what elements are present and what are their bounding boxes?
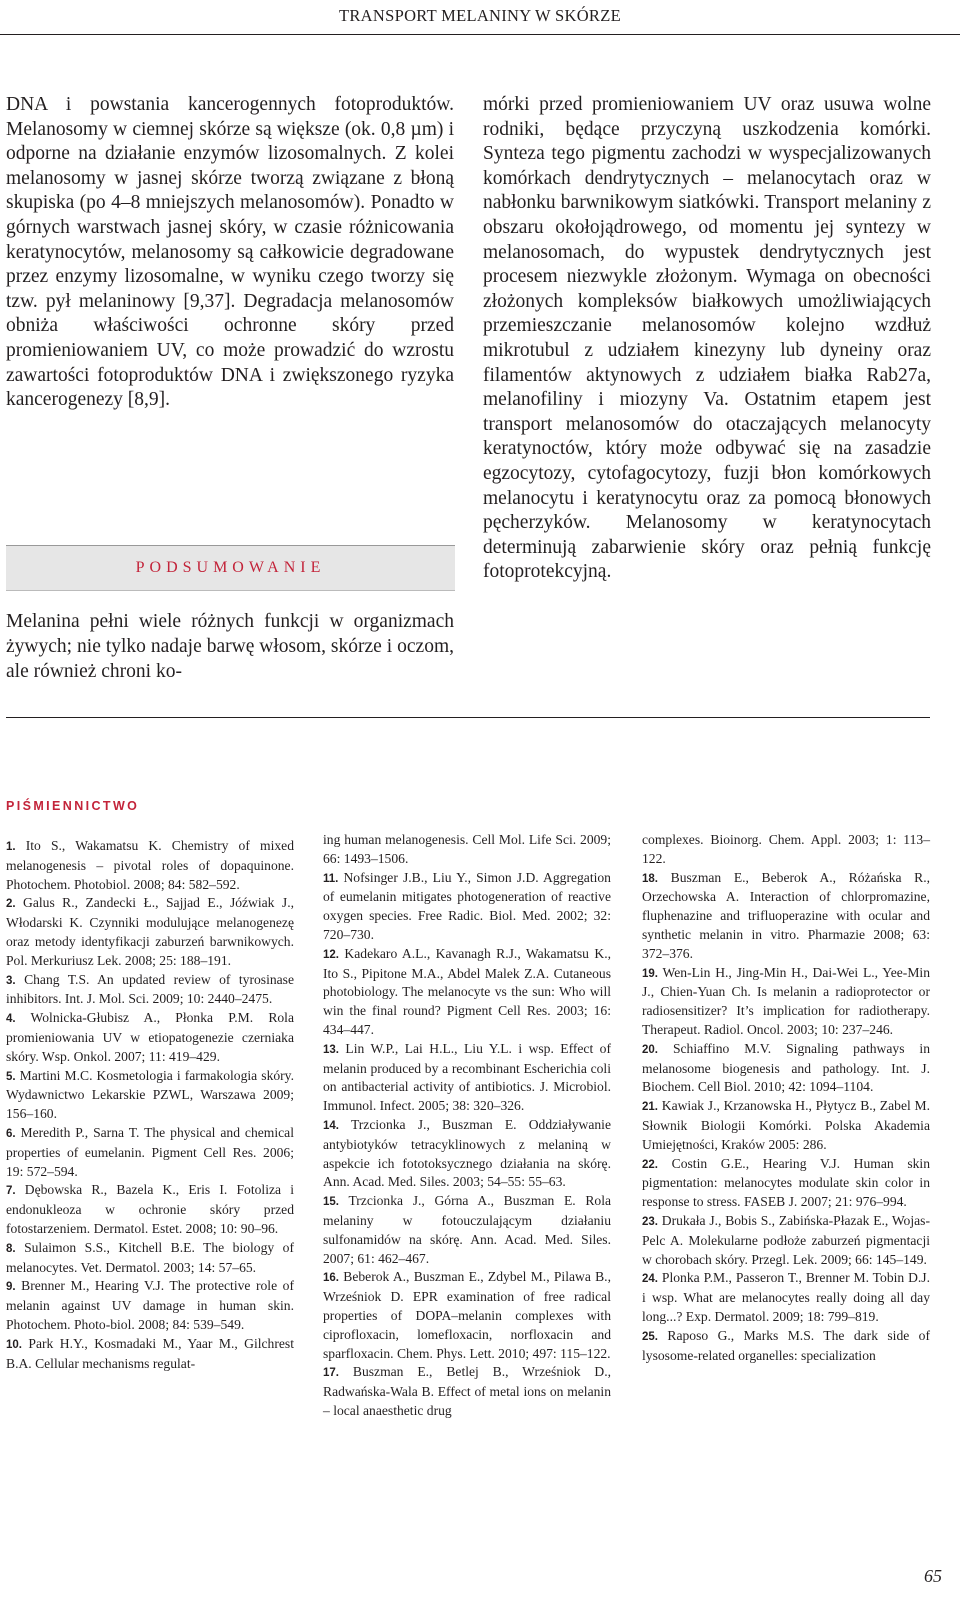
reference-text: Beberok A., Buszman E., Zdybel M., Pilawa B., Wrześniok D. EPR examination of free radical properties of DOPA–melanin complexes with ciprofloxacin, lomefloxacin, norfloxacin and sparfloxacin. Chem. Phys. Lett. 2010; 497: 115–122. <box>323 1269 611 1361</box>
reference-text: Lin W.P., Lai H.L., Liu Y.L. i wsp. Effect of melanin produced by a recombinant Escherichia coli on antibacterial activity of antibiotics. J. Microbiol. Immunol. Infect. 2005; 38: 320–326. <box>323 1040 611 1114</box>
reference-number: 17. <box>323 1367 339 1380</box>
references-column-3 <box>642 831 930 1365</box>
reference-item <box>642 831 930 869</box>
reference-number: 6. <box>6 1127 16 1140</box>
reference-number: 25. <box>642 1330 658 1343</box>
reference-item <box>642 1269 930 1326</box>
reference-item <box>323 1192 611 1268</box>
summary-title: PODSUMOWANIE <box>135 559 326 576</box>
reference-number: 1. <box>6 841 16 853</box>
reference-text: Trzcionka J., Górna A., Buszman E. Rola melaniny w fotouczulającym działaniu sulfonamidów na skórę. Ann. Acad. Med. Siles. 2007; 61: 462–467. <box>323 1193 611 1266</box>
reference-text: Drukała J., Bobis S., Zabińska-Płazak E., Wojas-Pelc A. Molekularne podłoże zaburzeń pigmentacji w chorobach skóry. Przegl. Lek. 2009; 66: 145–149. <box>642 1212 930 1267</box>
reference-item <box>323 1116 611 1192</box>
reference-item <box>6 894 294 970</box>
reference-text: Sulaimon S.S., Kitchell B.E. The biology of melanocytes. Vet. Dermatol. 2003; 14: 57–65. <box>6 1239 294 1275</box>
reference-number: 7. <box>6 1185 16 1198</box>
header-rule <box>0 34 960 35</box>
reference-text: Kawiak J., Krzanowska H., Płytycz B., Zabel M. Słownik Biologii Komórki. Polska Akademia Umiejętności, Kraków 2005: 286. <box>642 1098 930 1152</box>
reference-item <box>642 964 930 1040</box>
references-column-1 <box>6 837 294 1373</box>
reference-number: 8. <box>6 1242 16 1255</box>
reference-item <box>6 971 294 1010</box>
reference-text: Ito S., Wakamatsu K. Chemistry of mixed melanogenesis – pivotal roles of dopaquinone. Photochem. Photobiol. 2008; 84: 582–592. <box>6 838 294 892</box>
reference-number: 10. <box>6 1338 22 1351</box>
references-column-2 <box>323 831 611 1421</box>
reference-number: 14. <box>323 1119 339 1132</box>
reference-text: Plonka P.M., Passeron T., Brenner M. Tobin D.J. i wsp. What are melanocytes really doing all day long...? Exp. Dermatol. 2009; 18: 799–819. <box>642 1270 930 1324</box>
reference-text: Martini M.C. Kosmetologia i farmakologia skóry. Wydawnictwo Lekarskie PZWL, Warszawa 2009; 156–160. <box>6 1067 294 1122</box>
page-number: 65 <box>924 1566 942 1586</box>
reference-item <box>323 1268 611 1363</box>
reference-item <box>642 1040 930 1097</box>
reference-text: Buszman E., Beberok A., Różańska R., Orzechowska A. Interaction of chlorpromazine, fluphenazine and trifluoperazine with ocular and synthetic melanin in vitro. Pharmazie 2008; 63: 372–376. <box>642 869 931 961</box>
reference-text: Brenner M., Hearing V.J. The protective role of melanin against UV damage in human skin. Photochem. Photo-biol. 2008; 84: 539–549. <box>6 1278 294 1332</box>
reference-number: 9. <box>6 1281 16 1294</box>
reference-number: 23. <box>642 1215 658 1228</box>
reference-text: Wen-Lin H., Jing-Min H., Dai-Wei L., Yee-Min J., Chien-Yuan Ch. Is melanin a radioprotector or radiosensitizer? It’s implication for radiotherapy. Therapeut. Radiol. Oncol. 2003; 10: 237–246. <box>642 964 930 1037</box>
reference-item <box>6 1067 294 1124</box>
reference-number: 22. <box>642 1158 658 1171</box>
reference-item <box>642 869 930 964</box>
reference-text: Kadekaro A.L., Kavanagh R.J., Wakamatsu K., Ito S., Pipitone M.A., Abdel Malek Z.A. Cutaneous photobiology. The melanocyte vs the sun: Who will win the final round? Pigment Cell Res. 2003; 16: 434–447. <box>323 945 611 1037</box>
reference-item <box>323 1040 611 1116</box>
reference-number: 12. <box>323 948 339 961</box>
reference-number: 2. <box>6 898 16 911</box>
reference-text: Costin G.E., Hearing V.J. Human skin pigmentation: melanocytes modulate skin color in response to stress. FASEB J. 2007; 21: 976–994. <box>642 1155 930 1210</box>
reference-text: Park H.Y., Kosmadaki M., Yaar M., Gilchrest B.A. Cellular mechanisms regulat- <box>6 1335 294 1371</box>
reference-number: 16. <box>323 1272 339 1285</box>
reference-text: Raposo G., Marks M.S. The dark side of lysosome-related organelles: specialization <box>642 1327 930 1363</box>
reference-text: Galus R., Zandecki Ł., Sajjad E., Jóźwiak J., Włodarski K. Czynniki modulujące melanogenezę oraz metody identyfikacji zaburzeń barwnikowych. Pol. Merkuriusz Lek. 2008; 25: 188–191. <box>6 895 294 968</box>
reference-text: Meredith P., Sarna T. The physical and chemical properties of eumelanin. Pigment Cell Res. 2006; 19: 572–594. <box>6 1124 294 1179</box>
reference-item <box>323 831 611 869</box>
reference-number: 20. <box>642 1043 658 1056</box>
references-title: PIŚMIENNICTWO <box>6 799 140 813</box>
reference-item <box>323 869 611 945</box>
reference-item <box>6 837 294 894</box>
reference-text: Wolnicka-Głubisz A., Płonka P.M. Rola promieniowania UV w etiopatogenezie czerniaka skóry. Wsp. Onkol. 2007; 11: 419–429. <box>6 1010 294 1064</box>
reference-item <box>642 1155 930 1212</box>
reference-text: Buszman E., Betlej B., Wrześniok D., Radwańska-Wala B. Effect of metal ions on melanin – local anaesthetic drug <box>323 1364 612 1418</box>
reference-item <box>642 1097 930 1154</box>
reference-item <box>6 1009 294 1066</box>
reference-text: Trzcionka J., Buszman E. Oddziaływanie antybiotyków tetracyklinowych z melaniną w aspekcie ich fototoksycznego działania na skórę. Ann. Acad. Med. Siles. 2003; 54–55: 55–63. <box>323 1116 611 1190</box>
reference-number: 5. <box>6 1070 16 1083</box>
reference-number: 19. <box>642 967 658 980</box>
reference-item <box>642 1212 930 1269</box>
reference-number: 15. <box>323 1196 339 1209</box>
reference-number: 13. <box>323 1043 339 1056</box>
reference-number: 4. <box>6 1013 16 1026</box>
body-text-right-column: mórki przed promieniowaniem UV oraz usuwa wolne rodniki, będące przyczyną uszkodzenia komórki. Synteza tego pigmentu zachodzi w wyspecjalizowanych komórkach dendrytycznych – melanocytach oraz w nabłonku barwnikowym siatkówki. Transport melaniny z obszaru okołojądrowego, od momentu jej syntezy w melanosomach, do wypustek dendrytycznych jest procesem niezwykle złożonym. Wymaga on obecności złożonych kompleksów białkowych umożliwiających przemieszczanie melanosomów kolejno wzdłuż mikrotubul z udziałem kinezyny lub dyneiny oraz filamentów aktynowych z udziałem białka Rab27a, melanofiliny i miozyny Va. Ostatnim etapem jest transport melanosomów do otaczających melanocyty keratynoctów, który może odbywać się na zasadzie egzocytozy, cytofagocytozy, fuzji błon komórkowych melanocytu i keratynocytu oraz za pomocą błonowych pęcherzyków. Melanosomy w keratynocytach determinują zabarwienie skóry oraz pełnią funkcję fotoprotekcyjną. <box>483 94 931 583</box>
reference-item <box>642 1327 930 1366</box>
reference-text: Schiaffino M.V. Signaling pathways in melanosome biogenesis and pathology. Int. J. Biochem. Cell Biol. 2010; 42: 1094–1104. <box>642 1040 930 1095</box>
reference-number: 24. <box>642 1273 658 1286</box>
reference-item <box>6 1124 294 1181</box>
reference-number: 18. <box>642 872 658 885</box>
reference-text: Nofsinger J.B., Liu Y., Simon J.D. Aggregation of eumelanin mitigates photogeneration of reactive oxygen species. Free Radic. Biol. Med. 2002; 32: 720–730. <box>323 869 611 942</box>
reference-text: ing human melanogenesis. Cell Mol. Life Sci. 2009; 66: 1493–1506. <box>323 832 611 866</box>
reference-item <box>6 1277 294 1334</box>
running-header: TRANSPORT MELANINY W SKÓRZE <box>339 6 621 25</box>
summary-section-header <box>6 545 455 591</box>
reference-item <box>6 1181 294 1238</box>
reference-item <box>6 1335 294 1374</box>
reference-number: 21. <box>642 1101 658 1114</box>
reference-text: complexes. Bioinorg. Chem. Appl. 2003; 1: 113–122. <box>642 832 930 866</box>
reference-item <box>6 1239 294 1278</box>
body-text-left-column: DNA i powstania kancerogennych fotoproduktów. Melanosomy w ciemnej skórze są większe (ok. 0,8 µm) i odporne na działanie enzymów lizosomalnych. Z kolei melanosomy w jasnej skórze tworzą związane z błoną skupiska (po 4–8 mniejszych melanosomów). Ponadto w górnych warstwach jasnej skóry, w czasie różnicowania keratynocytów, melanosomy są całkowicie degradowane przez enzymy lizosomalne, w wyniku czego tworzy się tzw. pył melaninowy [9,37]. Degradacja melanosomów obniża właściwości ochronne skóry przed promieniowaniem UV, co może prowadzić do wzrostu zawartości fotoproduktów DNA i zwiększonego ryzyka kancerogenezy [8,9]. <box>6 94 454 411</box>
reference-number: 11. <box>323 872 339 885</box>
reference-item <box>323 1363 611 1420</box>
section-divider <box>6 717 930 718</box>
reference-text: Dębowska R., Bazela K., Eris I. Fotoliza i endonukleoza w ochronie skóry przed fotostarzeniem. Dermatol. Estet. 2008; 10: 90–96. <box>6 1182 294 1236</box>
reference-text: Chang T.S. An updated review of tyrosinase inhibitors. Int. J. Mol. Sci. 2009; 10: 2440–2475. <box>6 971 295 1007</box>
reference-item <box>323 945 611 1040</box>
summary-text: Melanina pełni wiele różnych funkcji w organizmach żywych; nie tylko nadaje barwę włosom, skórze i oczom, ale również chroni ko- <box>6 611 454 682</box>
reference-number: 3. <box>6 974 16 987</box>
